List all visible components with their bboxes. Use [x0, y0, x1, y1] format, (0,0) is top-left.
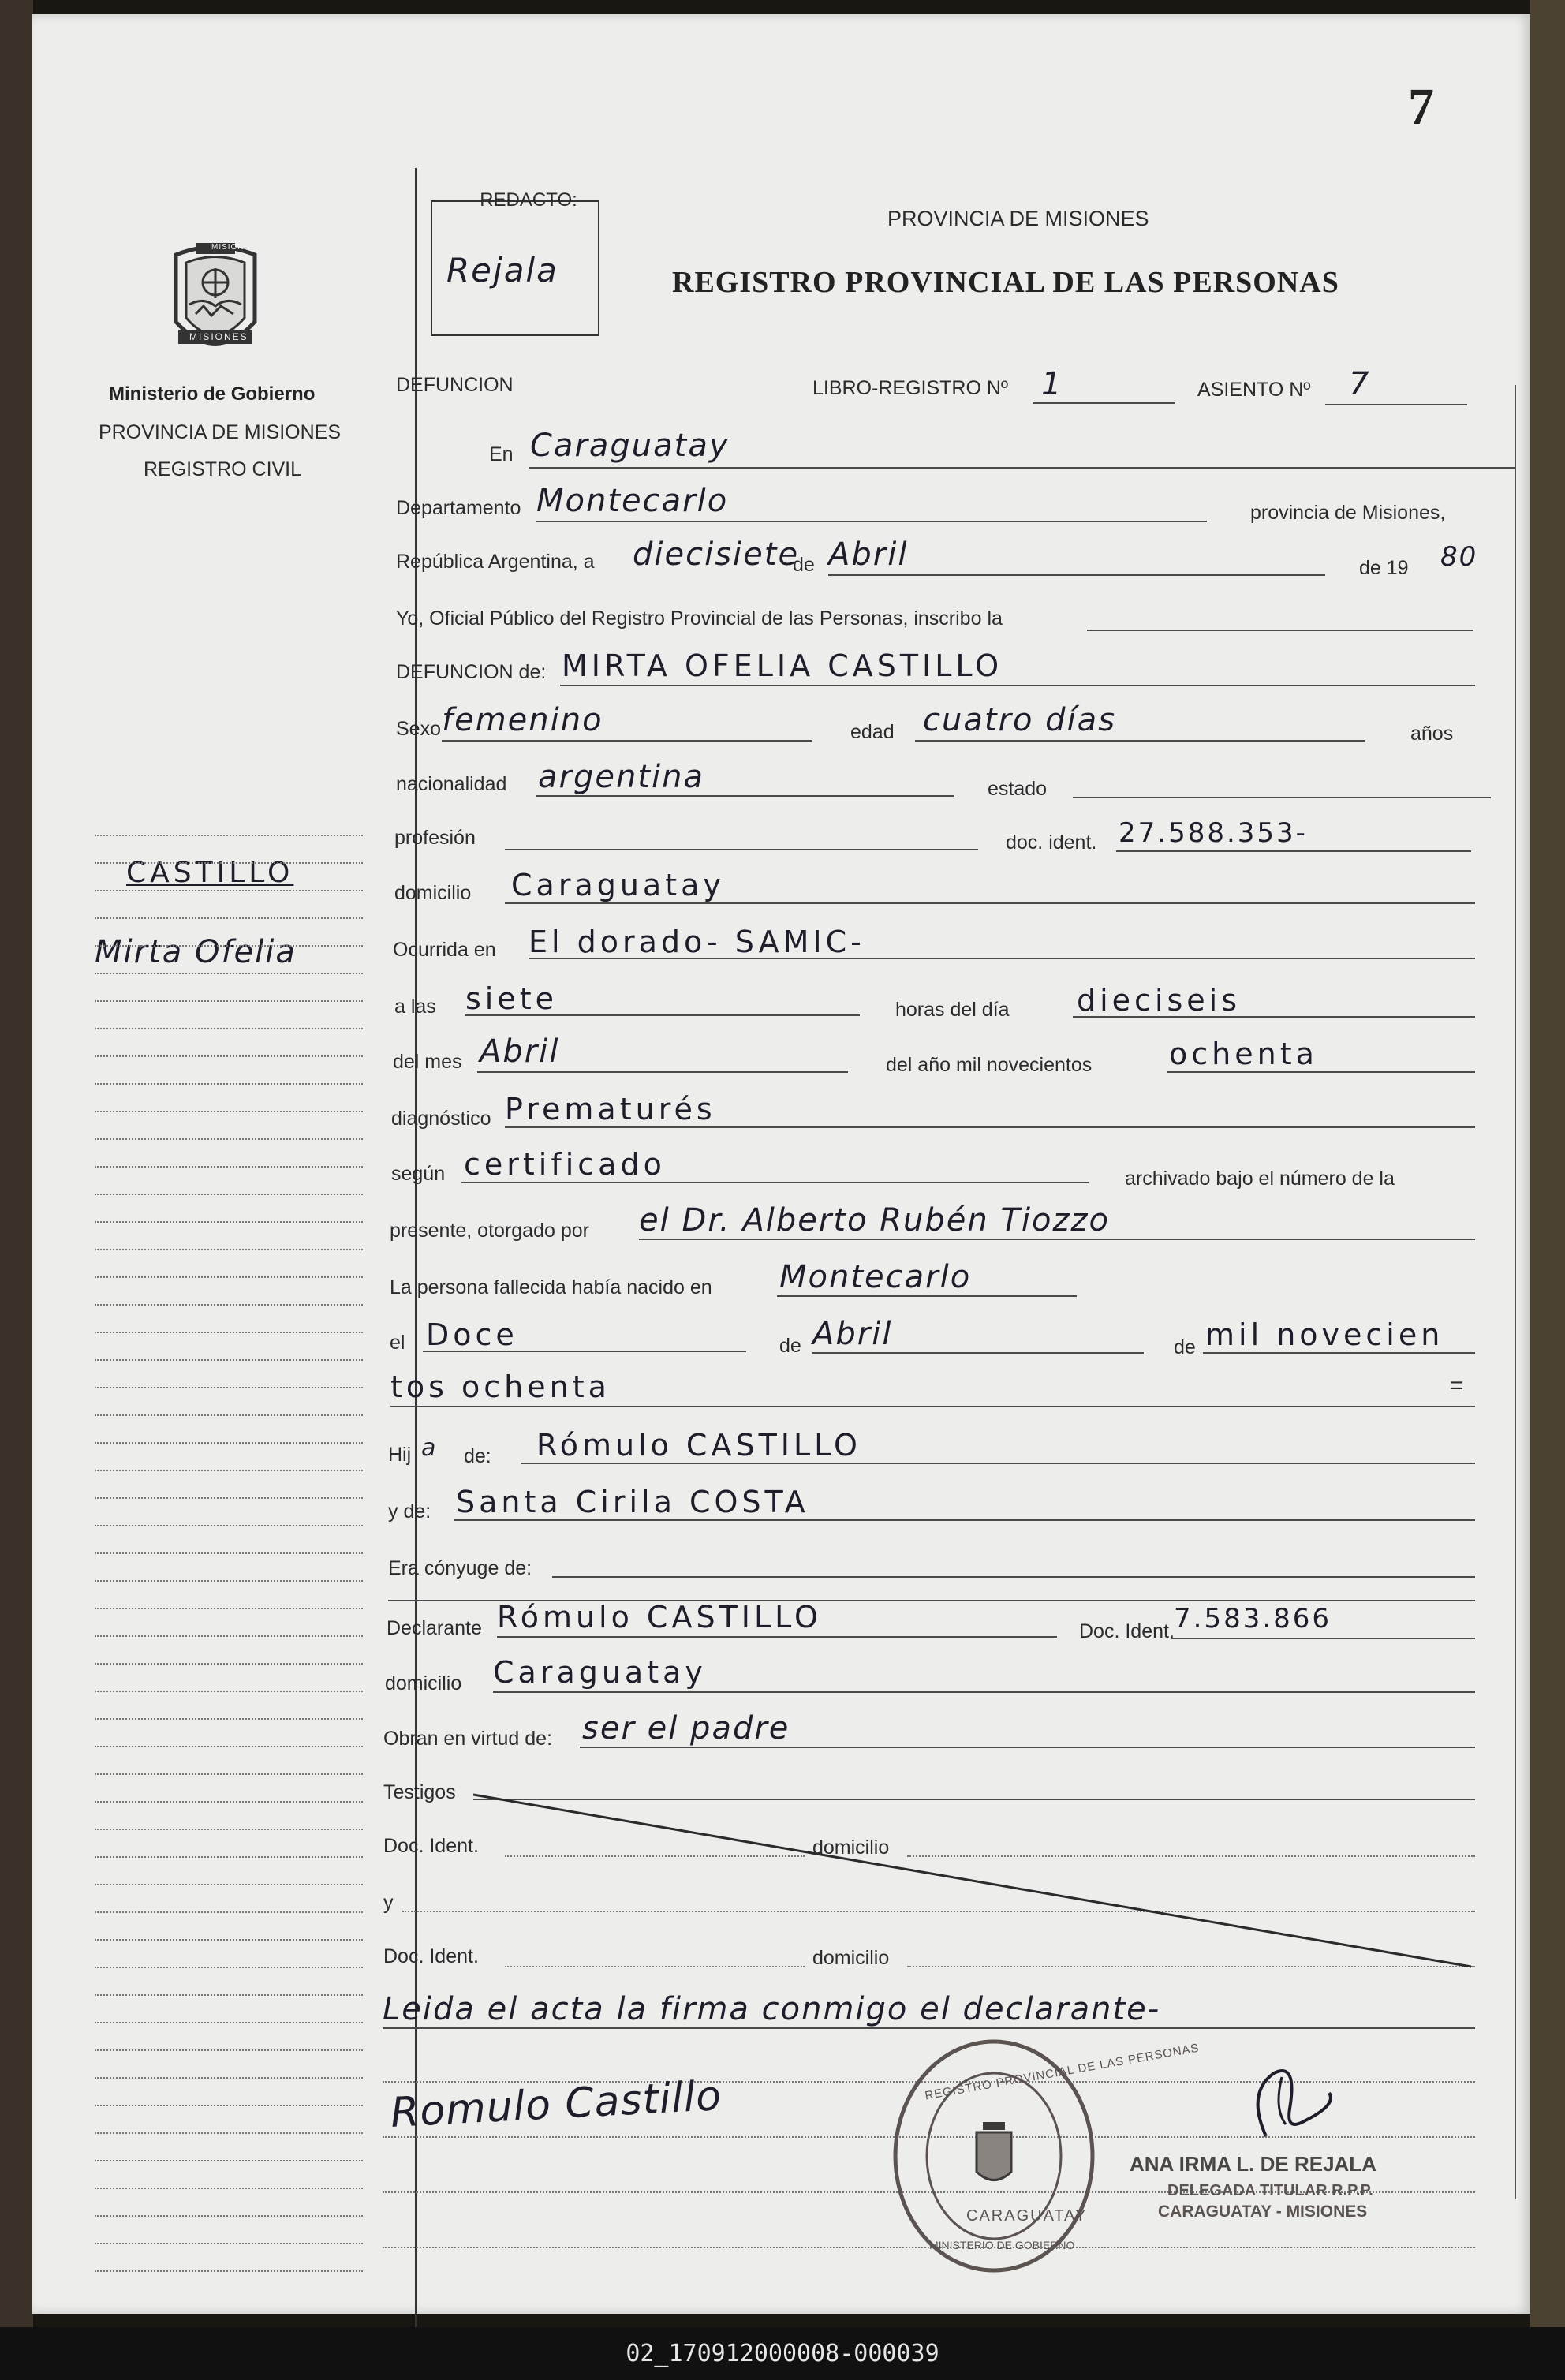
defuncion-label: DEFUNCION: [396, 374, 514, 396]
nac-mes-value: Abril: [812, 1316, 893, 1352]
declarante-doc-label: Doc. Ident.: [1079, 1620, 1175, 1642]
margin-rule: [95, 2243, 363, 2244]
departamento-value: Montecarlo: [536, 483, 729, 519]
testigos-strike-line: [473, 1793, 1475, 1971]
edad-value: cuatro días: [923, 702, 1117, 738]
testigos-label: Testigos: [383, 1781, 456, 1803]
margin-rule: [95, 2160, 363, 2161]
seal-bottom-text: MISIONES: [189, 331, 248, 342]
margin-rule: [95, 2270, 363, 2272]
testigo1-dom-label: domicilio: [812, 1836, 890, 1859]
ministry-label: Ministerio de Gobierno: [109, 383, 316, 405]
nacionalidad-label: nacionalidad: [396, 773, 507, 795]
nacido-value: Montecarlo: [779, 1259, 972, 1295]
edad-label: edad: [850, 721, 895, 743]
margin-rule: [95, 890, 363, 891]
margin-rule: [95, 1829, 363, 1830]
diagnostico-value: Prematurés: [505, 1092, 716, 1126]
margin-rule: [95, 1939, 363, 1941]
margin-rule: [95, 2188, 363, 2189]
de2-label: de: [779, 1335, 801, 1357]
yde-label: y de:: [388, 1500, 431, 1523]
medico-value: el Dr. Alberto Rubén Tiozzo: [639, 1202, 1110, 1239]
hij-label: Hij: [388, 1444, 412, 1466]
anio2-value: ochenta: [1169, 1037, 1318, 1071]
margin-rule: [95, 1497, 363, 1499]
dia-value: diecisiete: [633, 536, 800, 573]
margin-rule: [95, 2132, 363, 2134]
hij-suffix: a: [421, 1434, 438, 1462]
dia2-value: dieciseis: [1077, 983, 1242, 1018]
archivado-label: archivado bajo el número de la: [1125, 1168, 1395, 1190]
nacido-label: La persona fallecida había nacido en: [390, 1276, 712, 1298]
scan-footer-id: 02_170912000008-000039: [0, 2327, 1565, 2380]
presente-label: presente, otorgado por: [390, 1220, 589, 1242]
margin-rule: [95, 1580, 363, 1582]
province-label: PROVINCIA DE MISIONES: [99, 421, 342, 443]
stamp-lower-text: CARAGUATAY: [966, 2207, 1088, 2225]
doc-value: 27.588.353-: [1119, 817, 1308, 849]
official-name: ANA IRMA L. DE REJALA: [1130, 2152, 1376, 2176]
oficial-text: Yo, Oficial Público del Registro Provincial de las Personas, inscribo la: [396, 607, 1003, 630]
margin-rule: [95, 1249, 363, 1250]
margin-rule: [95, 2049, 363, 2051]
margin-rule: [95, 1332, 363, 1333]
hora-value: siete: [465, 981, 558, 1016]
official-signature: [1242, 2061, 1353, 2148]
right-rule: [1515, 385, 1516, 2199]
y-label: y: [383, 1892, 394, 1914]
dom2-value: Caraguatay: [493, 1655, 707, 1690]
asiento-label: ASIENTO Nº: [1197, 379, 1311, 401]
margin-rule: [95, 2105, 363, 2106]
declarante-doc-value: 7.583.866: [1174, 1603, 1332, 1635]
equals-mark: =: [1450, 1373, 1464, 1399]
redacto-label: REDACTO:: [480, 189, 577, 211]
margin-rule: [95, 1000, 363, 1002]
declarante-label: Declarante: [387, 1617, 482, 1639]
registry-label: REGISTRO CIVIL: [144, 458, 302, 480]
nac-anio-value: mil novecien: [1205, 1317, 1444, 1352]
de-hij-label: de:: [464, 1445, 491, 1467]
defuncion-de-label: DEFUNCION de:: [396, 661, 547, 683]
margin-rule: [95, 1387, 363, 1388]
provincia-label: provincia de Misiones,: [1250, 502, 1446, 524]
margin-rule: [95, 1691, 363, 1692]
domicilio-label: domicilio: [394, 882, 472, 904]
seal-top-text: MISIONES: [211, 243, 256, 252]
asiento-value: 7: [1349, 366, 1371, 402]
profesion-label: profesión: [394, 827, 476, 849]
de19-label: de 19: [1359, 557, 1409, 579]
margin-rule: [95, 2022, 363, 2023]
margin-rule: [95, 1801, 363, 1803]
doc-label: doc. ident.: [1006, 831, 1097, 854]
margin-rule: [95, 1911, 363, 1913]
closing-text: Leida el acta la firma conmigo el declarante-: [383, 1991, 1161, 2027]
en-label: En: [489, 443, 514, 465]
delanio-label: del año mil novecientos: [886, 1054, 1093, 1076]
margin-rule: [95, 1221, 363, 1223]
registry-title: REGISTRO PROVINCIAL DE LAS PERSONAS: [672, 266, 1339, 299]
page-number: 7: [1408, 78, 1434, 136]
declarante-value: Rómulo CASTILLO: [497, 1600, 822, 1635]
de-label: de: [793, 554, 815, 576]
ocurrida-label: Ocurrida en: [393, 939, 496, 961]
nombre-value: MIRTA OFELIA CASTILLO: [562, 648, 1003, 683]
sexo-value: femenino: [442, 702, 603, 738]
margin-rule: [95, 1359, 363, 1361]
sexo-label: Sexo: [396, 718, 441, 740]
segun-label: según: [391, 1163, 446, 1185]
estado-label: estado: [988, 778, 1048, 800]
margin-rule: [95, 1856, 363, 1858]
margin-rule: [95, 1635, 363, 1637]
conyuge-label: Era cónyuge de:: [388, 1557, 532, 1579]
en-value: Caraguatay: [530, 428, 730, 464]
margin-rule: [95, 1028, 363, 1029]
margin-rule: [95, 1718, 363, 1720]
margin-rule: [95, 1608, 363, 1609]
official-role: DELEGADA TITULAR R.P.P.: [1167, 2182, 1373, 2199]
testigo2-doc-label: Doc. Ident.: [383, 1945, 479, 1967]
margin-rule: [95, 1525, 363, 1526]
anio-value: 80: [1440, 541, 1478, 573]
nacionalidad-value: argentina: [538, 759, 704, 795]
margin-rule: [95, 1773, 363, 1775]
margin-rule: [95, 1166, 363, 1168]
margin-rule: [95, 1138, 363, 1140]
document-page: [32, 14, 1530, 2314]
segun-value: certificado: [464, 1147, 666, 1182]
margin-rule: [95, 2215, 363, 2217]
libro-value: 1: [1041, 366, 1063, 402]
province-top-label: PROVINCIA DE MISIONES: [887, 207, 1149, 230]
redacto-value: Rejala: [446, 251, 558, 290]
horas-label: horas del día: [895, 999, 1010, 1021]
delmes-label: del mes: [393, 1051, 462, 1073]
margin-rule: [95, 1663, 363, 1665]
republica-label: República Argentina, a: [396, 551, 595, 573]
book-edge: [1530, 0, 1565, 2327]
obran-label: Obran en virtud de:: [383, 1728, 553, 1750]
coat-of-arms-seal: [164, 235, 267, 369]
official-place: CARAGUATAY - MISIONES: [1158, 2203, 1368, 2221]
dom2-label: domicilio: [385, 1672, 462, 1694]
libro-label: LIBRO-REGISTRO Nº: [812, 377, 1009, 399]
testigo2-dom-label: domicilio: [812, 1947, 890, 1969]
obran-value: ser el padre: [582, 1710, 790, 1747]
anos-label: años: [1410, 723, 1454, 745]
testigo1-doc-label: Doc. Ident.: [383, 1835, 479, 1857]
alas-label: a las: [394, 996, 436, 1018]
de3-label: de: [1174, 1336, 1196, 1358]
margin-rule: [95, 1194, 363, 1195]
margin-rule: [95, 2077, 363, 2079]
margin-rule: [95, 1304, 363, 1306]
ocurrida-value: El dorado- SAMIC-: [529, 925, 865, 959]
margin-rule: [95, 1055, 363, 1057]
nac-anio-continuation: tos ochenta: [390, 1369, 611, 1404]
stamp-ring-text: REGISTRO PROVINCIAL DE LAS PERSONAS: [924, 2041, 1201, 2103]
margin-rule: [95, 1111, 363, 1112]
departamento-label: Departamento: [396, 497, 521, 519]
padre-value: Rómulo CASTILLO: [536, 1428, 861, 1463]
domicilio-value: Caraguatay: [511, 868, 725, 902]
margin-rule: [95, 973, 363, 974]
margin-rule: [95, 862, 363, 864]
mes2-value: Abril: [480, 1033, 560, 1070]
margin-rule: [95, 1967, 363, 1968]
margin-surname: CASTILLO: [126, 857, 294, 889]
margin-rule: [95, 1414, 363, 1416]
margin-rule: [95, 835, 363, 836]
margin-rule: [95, 1884, 363, 1885]
stamp-bottom-text: MINISTERIO DE GOBIERNO: [929, 2239, 1075, 2251]
margin-given-name: Mirta Ofelia: [95, 934, 297, 970]
margin-rule: [95, 1552, 363, 1554]
margin-rule: [95, 945, 363, 947]
margin-rule: [95, 1746, 363, 1747]
margin-rule: [95, 1470, 363, 1471]
margin-rule: [95, 917, 363, 919]
nac-dia-value: Doce: [426, 1317, 518, 1352]
margin-rule: [95, 1442, 363, 1444]
madre-value: Santa Cirila COSTA: [456, 1485, 809, 1519]
book-binding: [0, 0, 33, 2327]
mes-value: Abril: [828, 536, 909, 573]
diagnostico-label: diagnóstico: [391, 1108, 491, 1130]
margin-rule: [95, 1994, 363, 1996]
margin-rule: [95, 1083, 363, 1085]
margin-rule: [95, 1276, 363, 1278]
el-label: el: [390, 1332, 405, 1354]
declarante-signature: Romulo Castillo: [389, 2072, 723, 2137]
